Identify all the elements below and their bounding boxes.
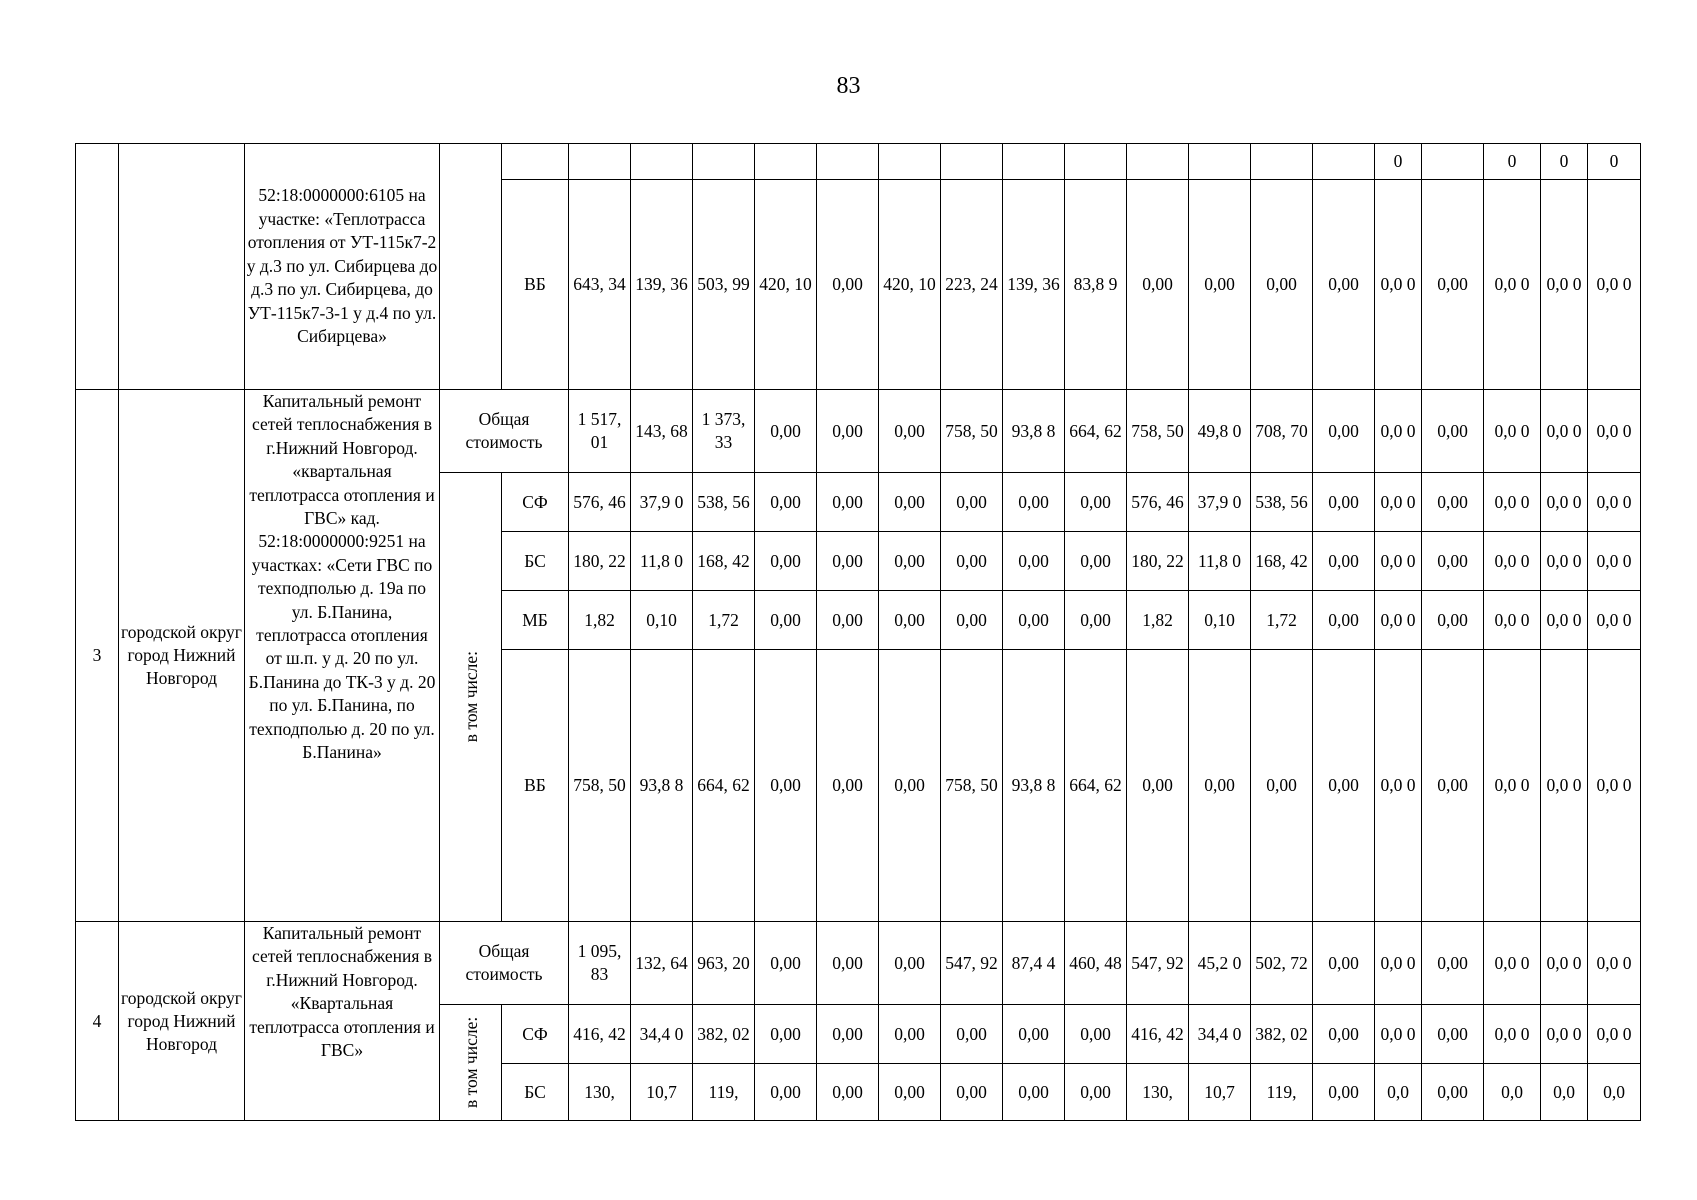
value-cell: 0,00 [755,532,817,591]
value-cell: 0,0 0 [1588,390,1641,473]
value-cell: 758, 50 [569,650,631,922]
value-cell: 382, 02 [1251,1005,1313,1064]
value-cell: 0,00 [879,532,941,591]
district-cell [119,144,245,390]
value-cell: 547, 92 [1127,922,1189,1005]
value-cell: 0,0 0 [1588,473,1641,532]
value-cell: 0,0 [1375,1064,1422,1121]
value-cell: 0,00 [755,1064,817,1121]
budget-table [75,143,1641,1121]
value-cell: 0,00 [817,922,879,1005]
value-cell: 132, 64 [631,922,693,1005]
value-cell: 0,00 [941,532,1003,591]
value-cell: 139, 36 [631,180,693,390]
type-cell: БС [502,1064,569,1121]
value-cell: 0,00 [817,591,879,650]
value-cell: 11,8 0 [631,532,693,591]
value-cell: 0,00 [879,1005,941,1064]
value-cell: 0,00 [1422,1064,1484,1121]
value-cell: 0,0 0 [1375,532,1422,591]
value-cell: 0,00 [1313,1005,1375,1064]
value-cell: 0,0 [1484,1064,1541,1121]
value-cell: 0,00 [879,922,941,1005]
value-cell: 0,00 [755,922,817,1005]
source-group-cell [440,144,502,390]
value-cell: 0,0 0 [1541,591,1588,650]
value-cell: 1,82 [569,591,631,650]
value-cell: 0,00 [941,1005,1003,1064]
value-cell: 0,00 [879,473,941,532]
type-cell: МБ [502,591,569,650]
value-cell: 180, 22 [1127,532,1189,591]
including-cell [440,473,502,922]
value-cell: 0,00 [1065,473,1127,532]
type-cell: БС [502,532,569,591]
value-cell: 0,00 [879,650,941,922]
value-cell: 664, 62 [1065,390,1127,473]
value-cell: 0,00 [1422,650,1484,922]
value-cell: 1 373, 33 [693,390,755,473]
value-cell: 0,0 0 [1588,532,1641,591]
value-cell: 0,00 [1189,650,1251,922]
value-cell: 130, [1127,1064,1189,1121]
value-cell: 0,0 0 [1375,650,1422,922]
value-cell: 0,00 [1251,180,1313,390]
num-cell: 3 [76,390,119,922]
value-cell: 0,0 0 [1541,532,1588,591]
value-cell: 0,00 [941,1064,1003,1121]
value-cell: 34,4 0 [1189,1005,1251,1064]
value-cell: 0,0 0 [1541,390,1588,473]
value-cell: 119, [693,1064,755,1121]
value-cell: 11,8 0 [1189,532,1251,591]
table-row [76,390,1641,473]
value-cell: 0,00 [1251,650,1313,922]
value-cell: 1 517, 01 [569,390,631,473]
value-cell: 0,00 [1003,591,1065,650]
value-cell: 0,0 0 [1484,473,1541,532]
value-cell: 83,8 9 [1065,180,1127,390]
value-cell: 10,7 [1189,1064,1251,1121]
value-cell: 576, 46 [569,473,631,532]
value-cell: 0,00 [1422,473,1484,532]
value-cell: 0,0 0 [1484,922,1541,1005]
value-cell: 0,00 [1003,532,1065,591]
value-cell: 0,0 0 [1484,180,1541,390]
num-cell: 4 [76,922,119,1121]
value-cell: 37,9 0 [1189,473,1251,532]
table-row [76,922,1641,1005]
value-cell: 420, 10 [755,180,817,390]
value-cell: 168, 42 [693,532,755,591]
value-cell: 0,00 [1127,650,1189,922]
value-cell: 143, 68 [631,390,693,473]
value-cell: 0,0 0 [1484,390,1541,473]
district-cell: городской округ город Нижний Новгород [119,922,245,1121]
object-cell: Капитальный ремонт сетей теплоснабжения в г.Нижний Новгород. «Квартальная теплотрасса отопления и ГВС» [245,922,440,1121]
value-cell: 0,0 0 [1541,180,1588,390]
value-cell: 576, 46 [1127,473,1189,532]
value-cell: 130, [569,1064,631,1121]
value-cell: 1,72 [1251,591,1313,650]
value-cell: 0,00 [1189,180,1251,390]
value-cell: 0,00 [1313,473,1375,532]
value-cell: 0,00 [1003,473,1065,532]
value-cell: 0,00 [817,473,879,532]
value-cell: 0,00 [879,390,941,473]
value-cell: 34,4 0 [631,1005,693,1064]
value-cell: 0,00 [1422,532,1484,591]
value-cell: 0,0 0 [1541,922,1588,1005]
value-cell: 460, 48 [1065,922,1127,1005]
value-cell: 0,0 0 [1541,473,1588,532]
value-cell: 0,0 [1541,1064,1588,1121]
value-cell: 0 [1484,144,1541,180]
value-cell: 503, 99 [693,180,755,390]
value-cell: 0,00 [1313,1064,1375,1121]
total-label: Общая стоимость [440,390,569,473]
value-cell: 664, 62 [1065,650,1127,922]
value-cell: 0,00 [941,473,1003,532]
value-cell: 538, 56 [1251,473,1313,532]
value-cell: 49,8 0 [1189,390,1251,473]
value-cell: 708, 70 [1251,390,1313,473]
value-cell: 0,00 [817,650,879,922]
value-cell: 0,0 0 [1484,532,1541,591]
value-cell: 0,0 0 [1588,180,1641,390]
value-cell: 0,0 0 [1375,1005,1422,1064]
value-cell: 547, 92 [941,922,1003,1005]
value-cell: 0,0 0 [1541,650,1588,922]
value-cell: 0,10 [1189,591,1251,650]
table-row [76,144,1641,180]
value-cell: 0,00 [1313,650,1375,922]
value-cell: 664, 62 [693,650,755,922]
value-cell: 87,4 4 [1003,922,1065,1005]
value-cell: 0,0 0 [1484,650,1541,922]
value-cell: 0,00 [1422,180,1484,390]
value-cell: 758, 50 [1127,390,1189,473]
value-cell: 0,00 [817,180,879,390]
value-cell: 0,0 0 [1588,922,1641,1005]
value-cell: 0,0 0 [1375,473,1422,532]
value-cell: 0,10 [631,591,693,650]
value-cell: 0,00 [817,390,879,473]
value-cell: 0,00 [817,532,879,591]
value-cell: 93,8 8 [631,650,693,922]
value-cell: 0 [1588,144,1641,180]
value-cell: 0,00 [755,650,817,922]
value-cell: 0,00 [755,473,817,532]
value-cell: 0 [1541,144,1588,180]
value-cell: 0,00 [1313,180,1375,390]
value-cell: 0,00 [879,591,941,650]
district-cell: городской округ город Нижний Новгород [119,390,245,922]
value-cell: 0,00 [1127,180,1189,390]
value-cell: 0,0 0 [1588,1005,1641,1064]
value-cell: 119, [1251,1064,1313,1121]
value-cell: 0,0 0 [1375,591,1422,650]
including-label: в том числе: [460,651,481,743]
value-cell: 0,00 [1422,390,1484,473]
value-cell: 963, 20 [693,922,755,1005]
including-cell [440,1005,502,1121]
value-cell: 0,00 [1003,1064,1065,1121]
including-label: в том числе: [460,1016,481,1109]
value-cell: 416, 42 [569,1005,631,1064]
object-cell: 52:18:0000000:6105 на участке: «Теплотрасса отопления от УТ-115к7-2 у д.3 по ул. Сибирцева до д.3 по ул. Сибирцева, до УТ-115к7-3-1 у д.4 по ул. Сибирцева» [245,144,440,390]
value-cell: 180, 22 [569,532,631,591]
value-cell: 0,00 [1313,922,1375,1005]
value-cell: 0,0 0 [1375,922,1422,1005]
value-cell: 0,0 0 [1588,650,1641,922]
value-cell: 139, 36 [1003,180,1065,390]
value-cell: 502, 72 [1251,922,1313,1005]
value-cell: 0,0 0 [1588,591,1641,650]
value-cell: 0,00 [1003,1005,1065,1064]
value-cell: 1,72 [693,591,755,650]
value-cell: 45,2 0 [1189,922,1251,1005]
value-cell: 223, 24 [941,180,1003,390]
value-cell: 1 095, 83 [569,922,631,1005]
value-cell: 93,8 8 [1003,390,1065,473]
num-cell [76,144,119,390]
value-cell: 0,00 [1065,1005,1127,1064]
value-cell: 0,00 [1313,390,1375,473]
value-cell: 0,0 0 [1484,591,1541,650]
value-cell: 758, 50 [941,390,1003,473]
value-cell: 0,00 [755,390,817,473]
value-cell: 0,00 [941,591,1003,650]
value-cell: 37,9 0 [631,473,693,532]
value-cell: 93,8 8 [1003,650,1065,922]
value-cell: 643, 34 [569,180,631,390]
value-cell: 382, 02 [693,1005,755,1064]
value-cell: 0,0 0 [1375,390,1422,473]
value-cell: 168, 42 [1251,532,1313,591]
value-cell: 416, 42 [1127,1005,1189,1064]
value-cell: 0,0 0 [1375,180,1422,390]
value-cell: 0,00 [1313,591,1375,650]
value-cell: 1,82 [1127,591,1189,650]
value-cell: 0,00 [1065,1064,1127,1121]
value-cell: 0,00 [1422,922,1484,1005]
value-cell: 0,00 [817,1005,879,1064]
value-cell: 758, 50 [941,650,1003,922]
type-cell: СФ [502,1005,569,1064]
value-cell: 420, 10 [879,180,941,390]
value-cell: 0,00 [1422,1005,1484,1064]
value-cell: 0,00 [755,591,817,650]
value-cell: 0,0 [1588,1064,1641,1121]
value-cell: 10,7 [631,1064,693,1121]
value-cell: 0,00 [1422,591,1484,650]
value-cell: 0,00 [755,1005,817,1064]
value-cell: 0,00 [1313,532,1375,591]
value-cell: 0 [1375,144,1422,180]
type-cell [502,144,569,180]
value-cell: 0,0 0 [1484,1005,1541,1064]
type-cell: СФ [502,473,569,532]
value-cell: 0,0 0 [1541,1005,1588,1064]
value-cell: 0,00 [1065,532,1127,591]
value-cell: 538, 56 [693,473,755,532]
object-cell: Капитальный ремонт сетей теплоснабжения в г.Нижний Новгород. «квартальная теплотрасса отопления и ГВС» кад. 52:18:0000000:9251 на участках: «Сети ГВС по техподполью д. 19а по ул. Б.Панина, теплотрасса отопления от ш.п. у д. 20 по ул. Б.Панина до ТК-3 у д. 20 по ул. Б.Панина, по техподполью д. 20 по ул. Б.Панина» [245,390,440,922]
value-cell: 0,00 [879,1064,941,1121]
type-cell: ВБ [502,180,569,390]
page-number: 83 [836,73,861,99]
value-cell: 0,00 [817,1064,879,1121]
type-cell: ВБ [502,650,569,922]
total-label: Общая стоимость [440,922,569,1005]
value-cell: 0,00 [1065,591,1127,650]
